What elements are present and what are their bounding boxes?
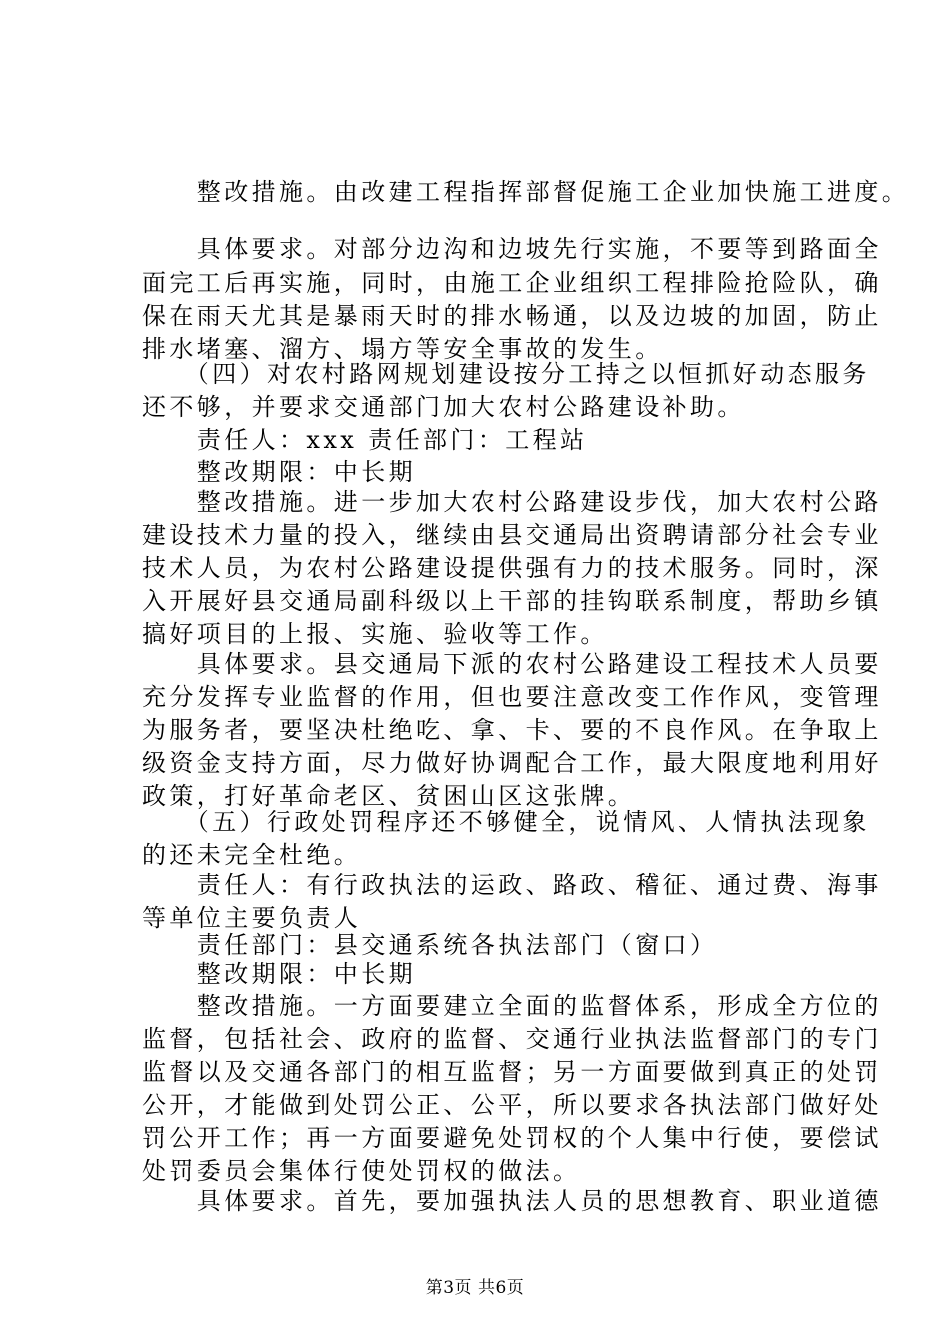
text-line: 监督以及交通各部门的相互监督；另一方面要做到真正的处罚: [142, 1058, 882, 1086]
text-line: 政策，打好革命老区、贫困山区这张牌。: [142, 782, 636, 810]
text-line: 责任人：xxx 责任部门：工程站: [142, 426, 588, 454]
text-line: 还不够，并要求交通部门加大农村公路建设补助。: [142, 393, 745, 421]
text-line: 级资金支持方面，尽力做好协调配合工作，最大限度地利用好: [142, 749, 882, 777]
text-line: 具体要求。首先，要加强执法人员的思想教育、职业道德: [142, 1187, 882, 1215]
text-line: 排水堵塞、溜方、塌方等安全事故的发生。: [142, 335, 663, 363]
text-line: 罚公开工作；再一方面要避免处罚权的个人集中行使，要偿试: [142, 1124, 882, 1152]
text-line: 建设技术力量的投入，继续由县交通局出资聘请部分社会专业: [142, 521, 882, 549]
text-line: 公开，才能做到处罚公正、公平，所以要求各执法部门做好处: [142, 1091, 882, 1119]
text-line: 整改措施。由改建工程指挥部督促施工企业加快施工进度。: [142, 178, 910, 206]
text-line: 监督，包括社会、政府的监督、交通行业执法监督部门的专门: [142, 1025, 882, 1053]
text-line: 整改措施。进一步加大农村公路建设步伐，加大农村公路: [142, 488, 882, 516]
text-line: 责任人：有行政执法的运政、路政、稽征、通过费、海事: [142, 871, 882, 899]
text-line: （五）行政处罚程序还不够健全，说情风、人情执法现象: [142, 808, 870, 836]
text-line: 技术人员，为农村公路建设提供强有力的技术服务。同时，深: [142, 554, 882, 582]
text-line: 保在雨天尤其是暴雨天时的排水畅通，以及边坡的加固，防止: [142, 302, 882, 330]
text-line: 处罚委员会集体行使处罚权的做法。: [142, 1157, 581, 1185]
text-line: 为服务者，要坚决杜绝吃、拿、卡、要的不良作风。在争取上: [142, 716, 882, 744]
text-line: 入开展好县交通局副科级以上干部的挂钩联系制度，帮助乡镇: [142, 587, 882, 615]
text-line: 整改期限：中长期: [142, 960, 416, 988]
text-line: 充分发挥专业监督的作用，但也要注意改变工作作风，变管理: [142, 683, 882, 711]
text-line: 搞好项目的上报、实施、验收等工作。: [142, 620, 608, 648]
text-line: 面完工后再实施，同时，由施工企业组织工程排险抢险队，确: [142, 269, 882, 297]
text-line: （四）对农村路网规划建设按分工持之以恒抓好动态服务: [142, 360, 870, 388]
text-line: 责任部门：县交通系统各执法部门（窗口）: [142, 931, 718, 959]
text-line: 具体要求。对部分边沟和边坡先行实施，不要等到路面全: [142, 235, 882, 263]
text-line: 具体要求。县交通局下派的农村公路建设工程技术人员要: [142, 650, 882, 678]
text-line: 等单位主要负责人: [142, 904, 362, 932]
text-line: 整改措施。一方面要建立全面的监督体系，形成全方位的: [142, 992, 882, 1020]
text-line: 整改期限：中长期: [142, 458, 416, 486]
text-line: 的还未完全杜绝。: [142, 841, 362, 869]
page-footer: 第3页 共6页: [425, 1278, 525, 1298]
